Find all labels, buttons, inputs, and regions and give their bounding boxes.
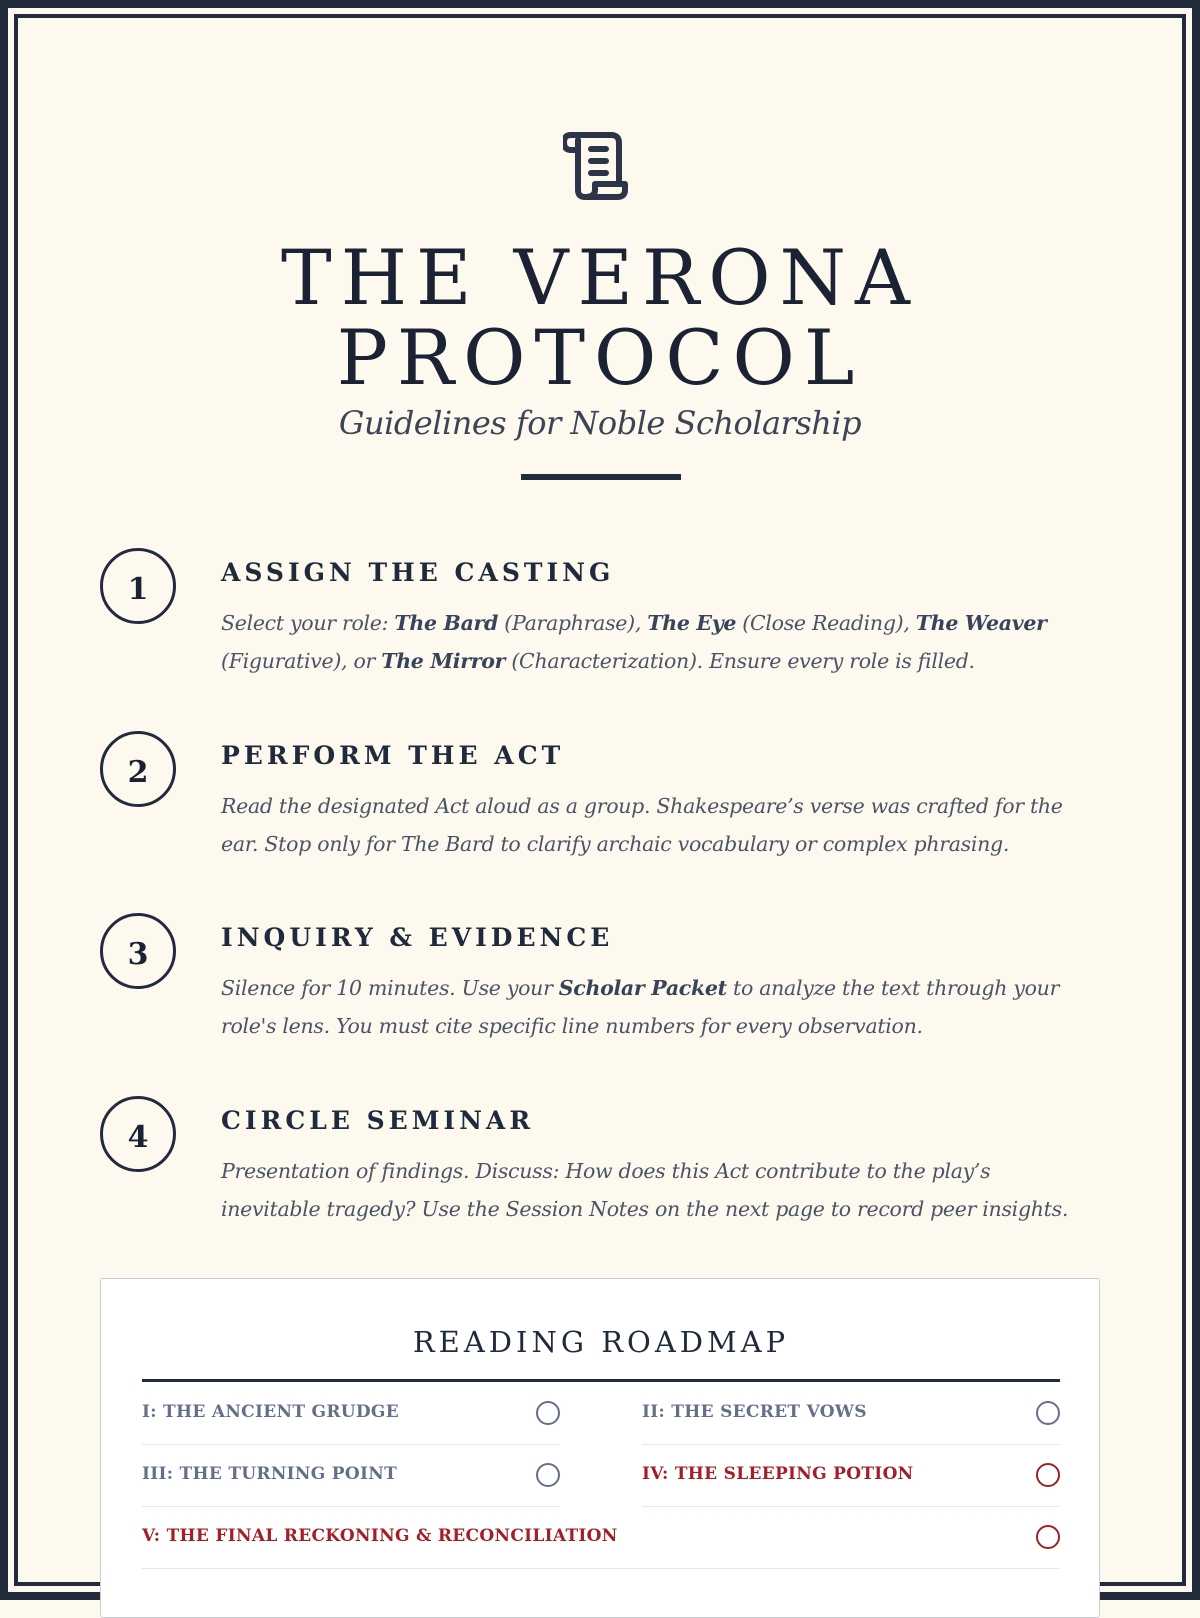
step-description: Read the designated Act aloud as a group. Shakespeare’s verse was crafted for the ear. Stop only for The Bard to clarify archaic vocabulary or complex phrasing. <box>221 794 1063 856</box>
act-label: I: THE ANCIENT GRUDGE <box>142 1402 399 1422</box>
act-checkbox[interactable] <box>1036 1401 1060 1425</box>
act-checkbox[interactable] <box>1036 1463 1060 1487</box>
step-title: CIRCLE SEMINAR <box>221 1106 535 1135</box>
roadmap-act-5 <box>142 1507 1060 1569</box>
reading-roadmap-card <box>100 1278 1100 1618</box>
roadmap-divider <box>142 1379 1060 1382</box>
act-checkbox[interactable] <box>1036 1525 1060 1549</box>
title-divider <box>521 474 681 480</box>
roadmap-act-2 <box>642 1383 1060 1445</box>
act-label: III: THE TURNING POINT <box>142 1464 398 1484</box>
step-description: Presentation of findings. Discuss: How does this Act contribute to the play’s inevitable tragedy? Use the Session Notes on the next page to record peer insights. <box>221 1159 1069 1221</box>
act-checkbox[interactable] <box>536 1401 560 1425</box>
roadmap-title: READING ROADMAP <box>412 1325 790 1359</box>
step-title: PERFORM THE ACT <box>221 741 565 770</box>
page-title-line-1: THE VERONA <box>281 233 919 322</box>
step-title: INQUIRY & EVIDENCE <box>221 923 614 952</box>
step-number-badge: 4 <box>100 1096 176 1172</box>
scroll-icon <box>563 132 639 204</box>
act-label: V: THE FINAL RECKONING & RECONCILIATION <box>142 1526 618 1546</box>
page-title-line-2: PROTOCOL <box>336 313 864 402</box>
step-number-badge: 2 <box>100 731 176 807</box>
step-description: Silence for 10 minutes. Use your Scholar Packet to analyze the text through your role's lens. You must cite specific line numbers for every observation. <box>221 976 1060 1038</box>
step-number-badge: 1 <box>100 548 176 624</box>
act-checkbox[interactable] <box>536 1463 560 1487</box>
act-label: II: THE SECRET VOWS <box>642 1402 867 1422</box>
step-number-badge: 3 <box>100 913 176 989</box>
act-label: IV: THE SLEEPING POTION <box>642 1464 914 1484</box>
step-description: Select your role: The Bard (Paraphrase), The Eye (Close Reading), The Weaver (Figurative), or The Mirror (Characterization). Ensure every role is filled. <box>221 611 1047 673</box>
roadmap-act-4 <box>642 1445 1060 1507</box>
roadmap-act-1 <box>142 1383 560 1445</box>
roadmap-act-3 <box>142 1445 560 1507</box>
step-title: ASSIGN THE CASTING <box>221 558 615 587</box>
page-subtitle: Guidelines for Noble Scholarship <box>338 404 862 442</box>
